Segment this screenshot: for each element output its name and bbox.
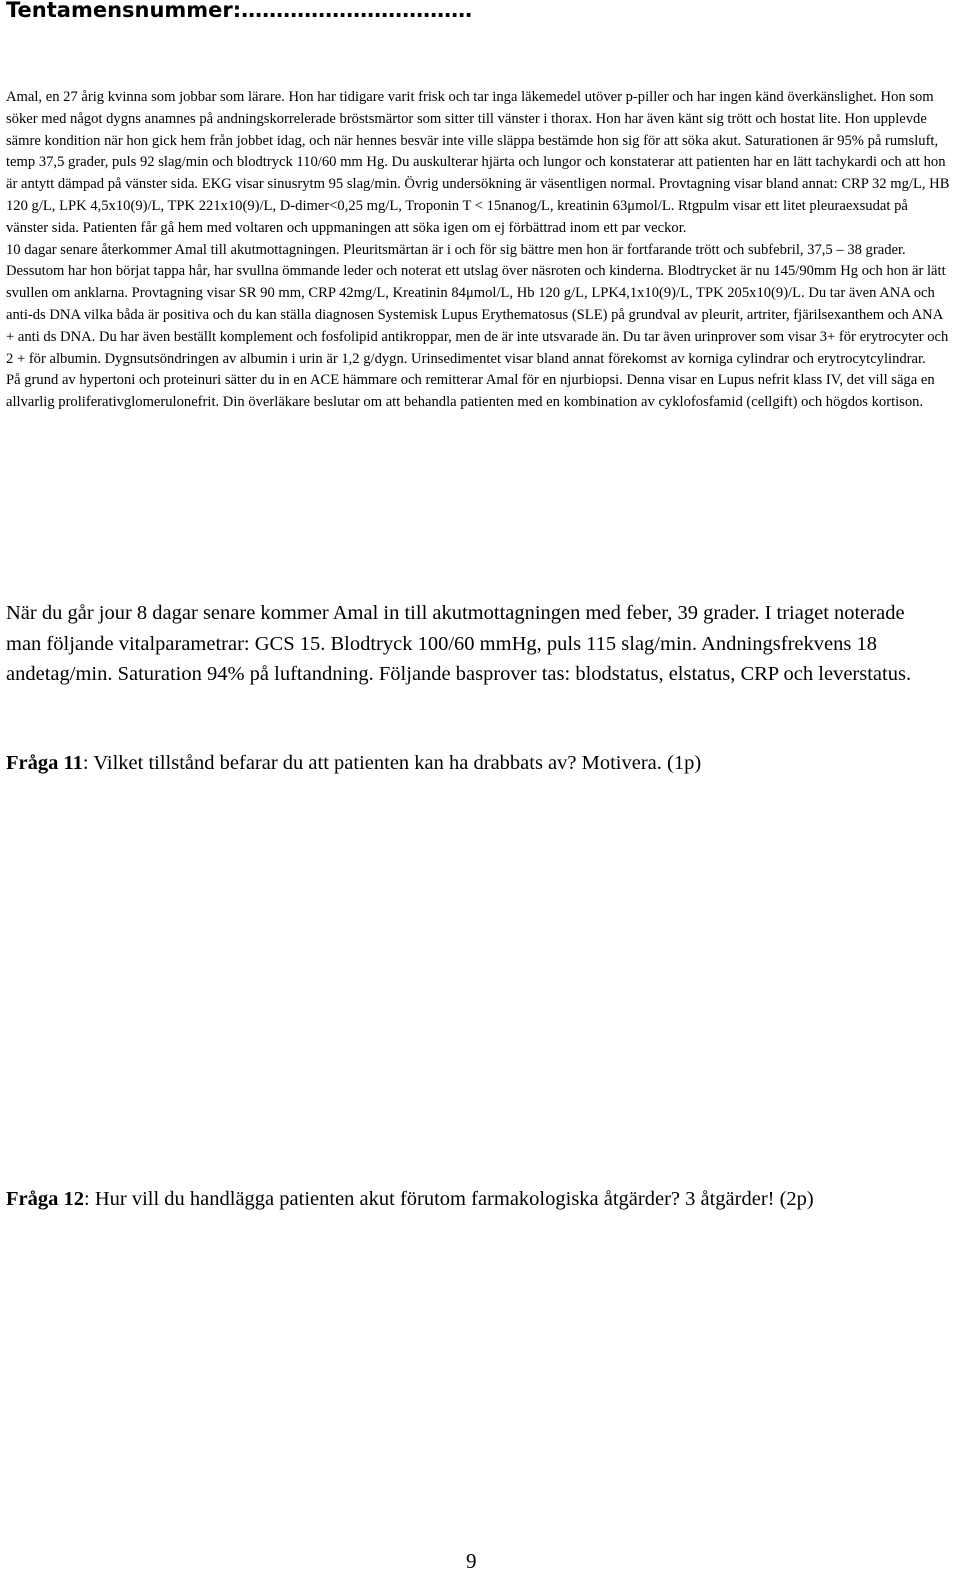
case-description bbox=[6, 87, 953, 414]
question-12-text: : Hur vill du handlägga patienten akut förutom farmakologiska åtgärder? 3 åtgärder! (2p) bbox=[84, 1188, 814, 1210]
case-paragraph-3: På grund av hypertoni och proteinuri sätter du in en ACE hämmare och remitterar Amal för en njurbiopsi. Denna visar en Lupus nefrit klass IV, det vill säga en allvarlig proliferativglomerulonefrit. Din överläkare beslutar om att behandla patienten med en kombination av cyklofosfamid (cellgift) och högdos kortison. bbox=[6, 372, 935, 411]
question-12-label: Fråga 12 bbox=[6, 1188, 84, 1210]
question-11-label: Fråga 11 bbox=[6, 752, 83, 774]
question-11 bbox=[6, 748, 936, 779]
exam-number-header: Tentamensnummer:…………………………… bbox=[6, 0, 473, 22]
question-12 bbox=[6, 1184, 936, 1215]
on-call-scenario: När du går jour 8 dagar senare kommer Amal in till akutmottagningen med feber, 39 grader. I triaget noterade man följande vitalparametrar: GCS 15. Blodtryck 100/60 mmHg, puls 115 slag/min. Andningsfrekvens 18 andetag/min. Saturation 94% på luftandning. Följande basprover tas: blodstatus, elstatus, CRP och leverstatus. bbox=[6, 602, 912, 685]
case-paragraph-2: 10 dagar senare återkommer Amal till akutmottagningen. Pleuritsmärtan är i och för sig bättre men hon är fortfarande trött och subfebril, 37,5 – 38 grader. Dessutom har hon börjat tappa hår, har svullna ömmande leder och noterat ett utslag över näsroten och kinderna. Blodtrycket är nu 145/90mm Hg och hon är lätt svullen om anklarna. Provtagning visar SR 90 mm, CRP 42mg/L, Kreatinin 84μmol/L, Hb 120 g/L, LPK4,1x10(9)/L, TPK 205x10(9)/L. Du tar även ANA och anti-ds DNA vilka båda är positiva och du kan ställa diagnosen Systemisk Lupus Erythematosus (SLE) på grundval av pleurit, artriter, fjärilsexanthem och ANA + anti ds DNA. Du har även beställt komplement och fosfolipid antikroppar, men de är inte utsvarade än. Du tar även urinprover som visar 3+ för erytrocyter och 2 + för albumin. Dygnsutsöndringen av albumin i urin är 1,2 g/dygn. Urinsedimentet visar bland annat förekomst av korniga cylindrar och erytrocytcylindrar. bbox=[6, 241, 949, 367]
case-paragraph-1: Amal, en 27 årig kvinna som jobbar som lärare. Hon har tidigare varit frisk och tar inga läkemedel utöver p-piller och har ingen känd överkänslighet. Hon som söker med något dygns anamnes på andningskorrelerade bröstsmärtor som sitter till vänster i thorax. Hon har även känt sig trött och hostat lite. Hon upplevde sämre kondition när hon gick hem från jobbet idag, och när hennes besvär inte ville släppa bestämde hon sig för att söka akut. Saturationen är 95% på rumsluft, temp 37,5 grader, puls 92 slag/min och blodtryck 110/60 mm Hg. Du auskulterar hjärta och lungor och konstaterar att patienten har en lätt tachykardi och att hon är antytt dämpad på vänster sida. EKG visar sinusrytm 95 slag/min. Övrig undersökning är väsentligen normal. Provtagning visar bland annat: CRP 32 mg/L, HB 120 g/L, LPK 4,5x10(9)/L, TPK 221x10(9)/L, D-dimer<0,25 mg/L, Troponin T < 15nanog/L, kreatinin 63μmol/L. Rtgpulm visar ett litet pleuraexsudat på vänster sida. Patienten får gå hem med voltaren och uppmaningen att söka igen om ej förbättrad inom ett par veckor. bbox=[6, 89, 950, 236]
question-11-text: : Vilket tillstånd befarar du att patienten kan ha drabbats av? Motivera. (1p) bbox=[82, 752, 702, 774]
page-number: 9 bbox=[466, 1549, 477, 1573]
